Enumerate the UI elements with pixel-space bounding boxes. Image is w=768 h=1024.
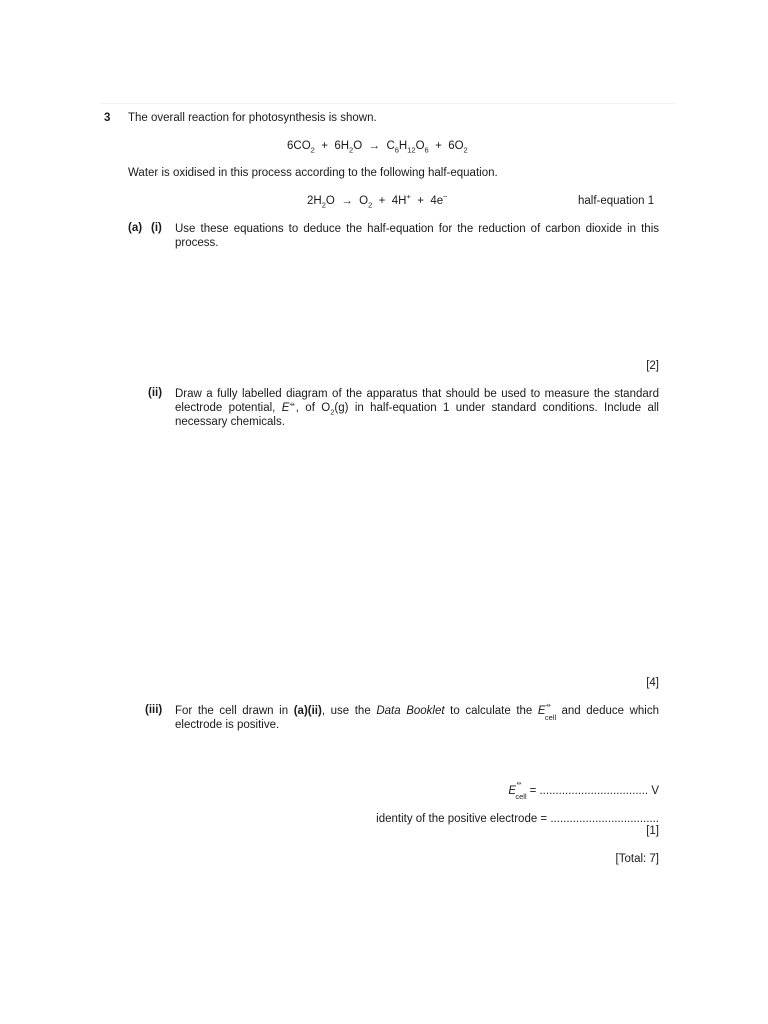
identity-answer-dots: .................................. [550, 813, 659, 825]
part-iii-marks: [1] [646, 825, 659, 837]
part-i-label: (i) [151, 222, 162, 234]
top-divider [100, 103, 675, 104]
part-ii-label: (ii) [148, 387, 163, 399]
part-iii-label: (iii) [145, 704, 163, 716]
part-ii-marks: [4] [646, 677, 659, 689]
part-i-text: Use these equations to deduce the half-equation for the reduction of carbon dioxide in this process. [175, 223, 659, 249]
reaction-arrow-icon: → [368, 140, 381, 152]
part-a-label: (a) [128, 222, 143, 234]
total-marks: [Total: 7] [615, 853, 659, 865]
half-equation-label: half-equation 1 [578, 195, 655, 207]
positive-electrode-answer-line[interactable]: identity of the positive electrode = .................................. [376, 813, 659, 825]
photosynthesis-equation: $6CO_2 + 6H_2O \to C_6H_{12}O_6 + 6O_2$ [287, 140, 468, 155]
ecell-answer-dots: .................................. [539, 785, 649, 797]
part-iii-text: For the cell drawn in (a)(ii), use the Data Booklet to calculate the E ⦵ cell and deduce which electrode is positive. [175, 702, 659, 731]
oxidation-intro: Water is oxidised in this process according to the following half-equation. [128, 167, 498, 179]
question-number: 3 [104, 112, 111, 124]
question-intro: The overall reaction for photosynthesis is shown. [128, 112, 377, 124]
reaction-arrow-icon: → [341, 195, 353, 207]
half-equation-1: $2H_2O \to O_2 + 4H^+ + 4e^-$ [307, 192, 448, 210]
part-i-marks: [2] [646, 360, 659, 372]
ecell-answer-line[interactable]: E ⦵ cell = .................................. V [508, 780, 659, 801]
part-ii-text: Draw a fully labelled diagram of the apparatus that should be used to measure the standard electrode potential, E⦵, of $O_2(g)$ in half-equation 1 under standard conditions. Include all necessary chemicals. [175, 388, 659, 428]
